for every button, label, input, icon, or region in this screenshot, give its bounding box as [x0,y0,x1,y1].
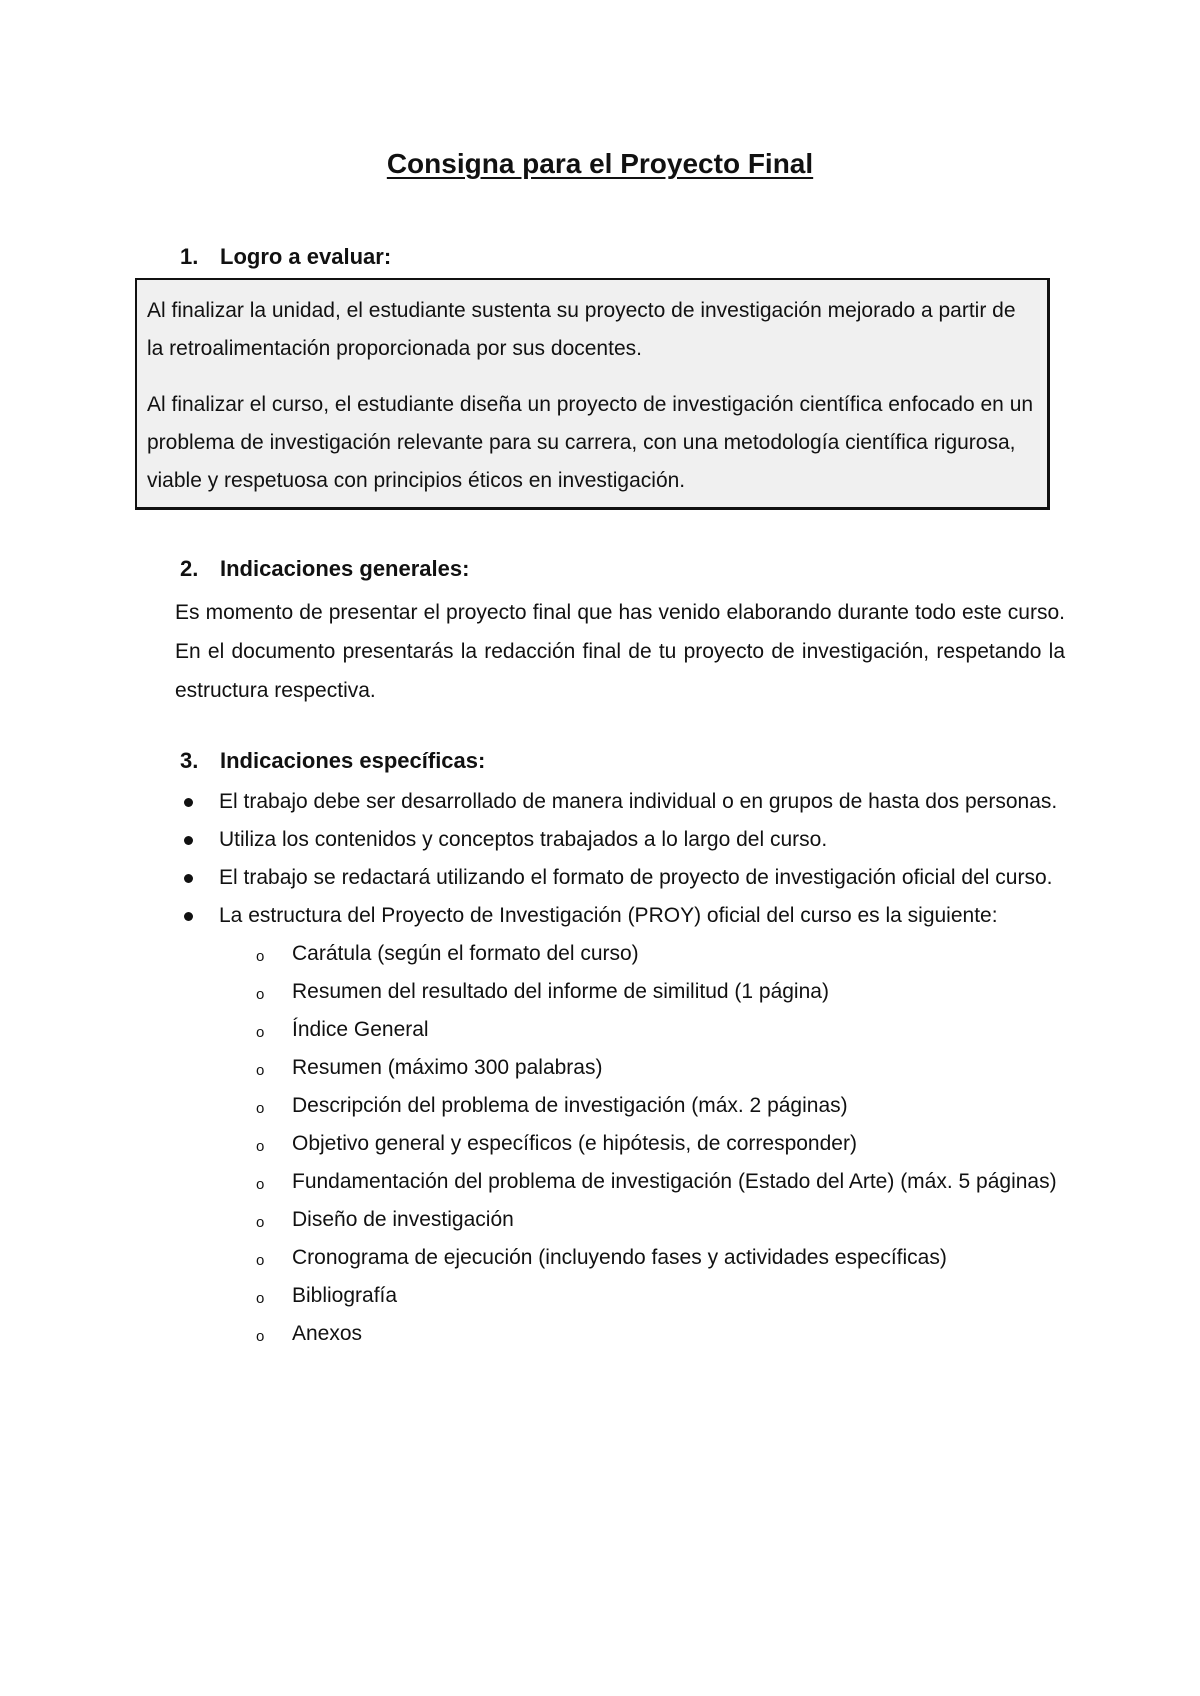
structure-item [219,1125,1065,1163]
circle-bullet-icon: o [256,1100,265,1117]
bullet-icon [184,912,193,921]
circle-bullet-icon: o [256,1214,265,1231]
structure-item-text: Anexos [292,1322,363,1345]
circle-bullet-icon: o [256,948,265,965]
list-item-text: El trabajo se redactará utilizando el formato de proyecto de investigación oficial del curso. [219,866,1053,889]
structure-item-text: Descripción del problema de investigación (máx. 2 páginas) [292,1094,848,1117]
list-item [175,821,1065,859]
section-number: 1. [180,244,199,269]
structure-item [219,1201,1065,1239]
page-title: Consigna para el Proyecto Final [386,148,814,179]
structure-sublist [219,935,1065,1353]
circle-bullet-icon: o [256,1290,265,1307]
structure-item [219,935,1065,973]
specific-instructions-list [175,783,1065,1353]
structure-item [219,1087,1065,1125]
structure-item [219,1277,1065,1315]
list-item-text: El trabajo debe ser desarrollado de manera individual o en grupos de hasta dos personas. [219,790,1058,813]
list-item [175,783,1065,821]
achievement-unit-paragraph: Al finalizar la unidad, el estudiante sustenta su proyecto de investigación mejorado a partir de la retroalimentación proporcionada por sus docentes. [147,299,1016,360]
circle-bullet-icon: o [256,1138,265,1155]
structure-item-text: Diseño de investigación [292,1208,514,1231]
structure-item [219,1163,1065,1201]
structure-item [219,1315,1065,1353]
circle-bullet-icon: o [256,1328,265,1345]
circle-bullet-icon: o [256,1024,265,1041]
bullet-icon [184,798,193,807]
structure-item [219,1239,1065,1277]
circle-bullet-icon: o [256,986,265,1003]
structure-item-text: Resumen (máximo 300 palabras) [292,1056,603,1079]
structure-item-text: Resumen del resultado del informe de similitud (1 página) [292,980,829,1003]
circle-bullet-icon: o [256,1062,265,1079]
list-item-text: La estructura del Proyecto de Investigación (PROY) oficial del curso es la siguiente: [219,904,998,927]
structure-item [219,1011,1065,1049]
bullet-icon [184,874,193,883]
section-title: Logro a evaluar: [220,244,392,269]
circle-bullet-icon: o [256,1252,265,1269]
section-title: Indicaciones generales: [220,556,470,581]
structure-item-text: Índice General [292,1018,429,1041]
structure-item-text: Carátula (según el formato del curso) [292,942,639,965]
section-title: Indicaciones específicas: [220,748,486,773]
section-heading-general [180,556,469,582]
structure-item-text: Objetivo general y específicos (e hipótesis, de corresponder) [292,1132,857,1155]
bullet-icon [184,836,193,845]
structure-item [219,973,1065,1011]
structure-item [219,1049,1065,1087]
structure-item-text: Fundamentación del problema de investigación (Estado del Arte) (máx. 5 páginas) [292,1170,1057,1193]
circle-bullet-icon: o [256,1176,265,1193]
structure-item-text: Bibliografía [292,1284,398,1307]
list-item [175,859,1065,897]
general-instructions-text: Es momento de presentar el proyecto final que has venido elaborando durante todo este curso. En el documento presentarás la redacción final de tu proyecto de investigación, respetando la estructura respectiva. [175,601,1065,702]
section-heading-specific [180,748,485,774]
list-item-text: Utiliza los contenidos y conceptos trabajados a lo largo del curso. [219,828,828,851]
section-number: 2. [180,556,199,581]
achievement-box [135,278,1050,510]
list-item [175,897,1065,1353]
section-heading-logro [180,244,391,270]
section-number: 3. [180,748,199,773]
structure-item-text: Cronograma de ejecución (incluyendo fases y actividades específicas) [292,1246,947,1269]
achievement-course-paragraph: Al finalizar el curso, el estudiante diseña un proyecto de investigación científica enfocado en un problema de investigación relevante para su carrera, con una metodología científica rigurosa, viable y respetuosa con principios éticos en investigación. [147,393,1034,492]
